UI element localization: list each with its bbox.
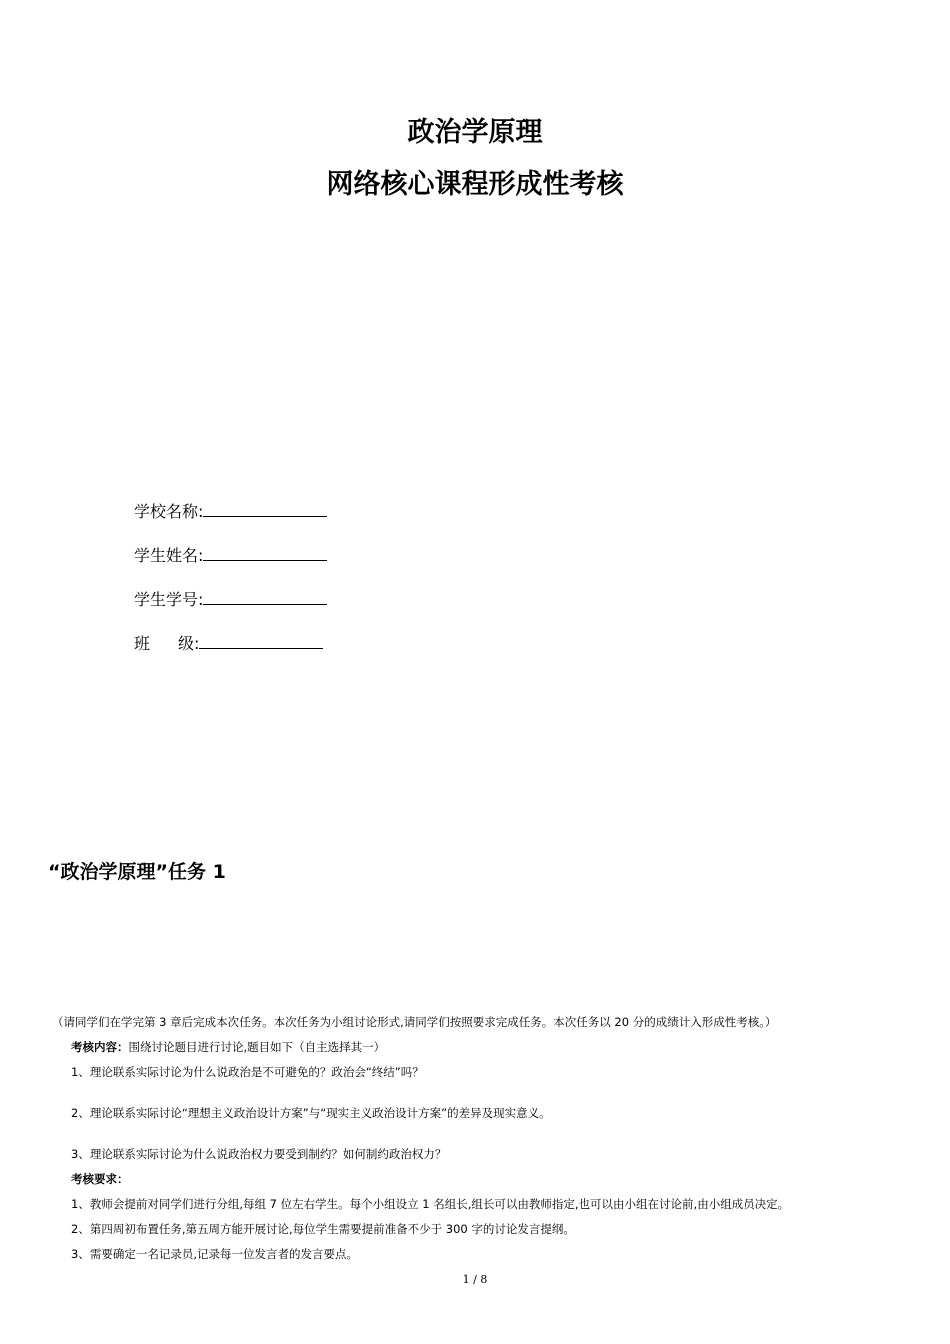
class-label-part2: 级: bbox=[178, 634, 200, 653]
class-label-part1: 班 bbox=[134, 634, 151, 653]
requirement-item: 1、教师会提前对同学们进行分组,每组 7 位左右学生。每个小组设立 1 名组长,组长可以由教师指定,也可以由小组在讨论前,由小组成员决定。 bbox=[71, 1197, 790, 1211]
task-heading: “政治学原理”任务 1 bbox=[48, 861, 226, 883]
requirement-item: 2、第四周初布置任务,第五周方能开展讨论,每位学生需要提前准备不少于 300 字的讨论发言提纲。 bbox=[71, 1222, 575, 1236]
page-indicator: 1 / 8 bbox=[462, 1273, 488, 1286]
student-name-field bbox=[134, 544, 327, 567]
topic-item: 2、理论联系实际讨论“理想主义政治设计方案”与“现实主义政治设计方案”的差异及现实意义。 bbox=[71, 1106, 551, 1120]
content-line bbox=[71, 1039, 385, 1055]
school-name-blank bbox=[203, 500, 327, 517]
class-field bbox=[134, 632, 323, 655]
task-intro: （请同学们在学完第 3 章后完成本次任务。本次任务为小组讨论形式,请同学们按照要求完成任务。本次任务以 20 分的成绩计入形成性考核。） bbox=[52, 1015, 777, 1029]
student-name-blank bbox=[203, 544, 327, 561]
requirement-item: 3、需要确定一名记录员,记录每一位发言者的发言要点。 bbox=[71, 1247, 358, 1261]
document-subtitle: 网络核心课程形成性考核 bbox=[326, 169, 624, 200]
content-text: 围绕讨论题目进行讨论,题目如下（自主选择其一） bbox=[128, 1040, 386, 1054]
topic-item: 3、理论联系实际讨论为什么说政治权力要受到制约？如何制约政治权力？ bbox=[71, 1147, 447, 1161]
student-id-label: 学生学号: bbox=[134, 590, 204, 609]
school-name-label: 学校名称: bbox=[134, 502, 204, 521]
student-name-label: 学生姓名: bbox=[134, 546, 204, 565]
student-id-blank bbox=[203, 588, 327, 605]
document-title: 政治学原理 bbox=[407, 117, 543, 148]
school-name-field bbox=[134, 500, 327, 523]
student-id-field bbox=[134, 588, 327, 611]
content-label: 考核内容： bbox=[71, 1040, 129, 1054]
class-blank bbox=[199, 632, 323, 649]
requirements-label: 考核要求： bbox=[71, 1172, 129, 1186]
topic-item: 1、理论联系实际讨论为什么说政治是不可避免的？政治会“终结”吗？ bbox=[71, 1065, 424, 1079]
